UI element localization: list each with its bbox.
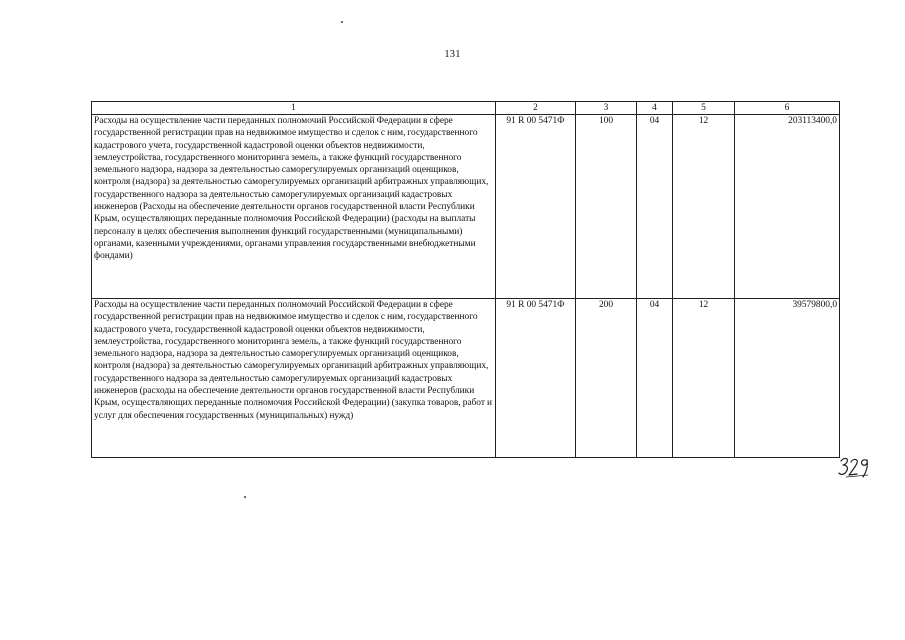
table-row <box>92 115 840 299</box>
expense-type-code: 100 <box>576 115 637 299</box>
target-article-code: 91 R 00 5471Ф <box>496 115 576 299</box>
expense-description: Расходы на осуществление части переданных полномочий Российской Федерации в сфере государственной регистрации прав на недвижимое имущество и сделок с ним, государственного кадастрового учета, государственной кадастровой оценки объектов недвижимости, землеустройства, государственного мониторинга земель, а также функций государственного земельного надзора, надзора за деятельностью саморегулируемых организаций оценщиков, контроля (надзора) за деятельностью саморегулируемых организаций арбитражных управляющих, государственного надзора за деятельностью саморегулируемых организаций кадастровых инженеров (расходы на обеспечение деятельности органов государственной власти Республики Крым, осуществляющих переданные полномочия Российской Федерации) (закупка товаров, работ и услуг для обеспечения государственных (муниципальных) нужд) <box>92 299 496 458</box>
column-header: 2 <box>496 102 576 115</box>
stray-mark <box>244 496 246 498</box>
expense-description: Расходы на осуществление части переданных полномочий Российской Федерации в сфере государственной регистрации прав на недвижимое имущество и сделок с ним, государственного кадастрового учета, государственной кадастровой оценки объектов недвижимости, землеустройства, государственного мониторинга земель, а также функций государственного земельного надзора, надзора за деятельностью саморегулируемых организаций оценщиков, контроля (надзора) за деятельностью саморегулируемых организаций арбитражных управляющих, государственного надзора за деятельностью саморегулируемых организаций кадастровых инженеров (Расходы на обеспечение деятельности органов государственной власти Республики Крым, осуществляющих переданные полномочия Российской Федерации) (расходы на выплаты персоналу в целях обеспечения выполнения функций государственными (муниципальными) органами, казенными учреждениями, органами управления государственными внебюджетными фондами) <box>92 115 496 299</box>
page-number: 131 <box>444 49 461 60</box>
table-row <box>92 299 840 458</box>
handwritten-page-mark <box>838 454 874 480</box>
column-header: 4 <box>637 102 673 115</box>
amount-value: 203113400,0 <box>735 115 840 299</box>
column-header: 1 <box>92 102 496 115</box>
amount-value: 39579800,0 <box>735 299 840 458</box>
subsection-code: 12 <box>673 299 735 458</box>
section-code: 04 <box>637 115 673 299</box>
budget-table <box>91 101 840 458</box>
table-header-row <box>92 102 840 115</box>
expense-type-code: 200 <box>576 299 637 458</box>
subsection-code: 12 <box>673 115 735 299</box>
column-header: 5 <box>673 102 735 115</box>
target-article-code: 91 R 00 5471Ф <box>496 299 576 458</box>
column-header: 3 <box>576 102 637 115</box>
column-header: 6 <box>735 102 840 115</box>
stray-mark <box>341 21 343 23</box>
section-code: 04 <box>637 299 673 458</box>
